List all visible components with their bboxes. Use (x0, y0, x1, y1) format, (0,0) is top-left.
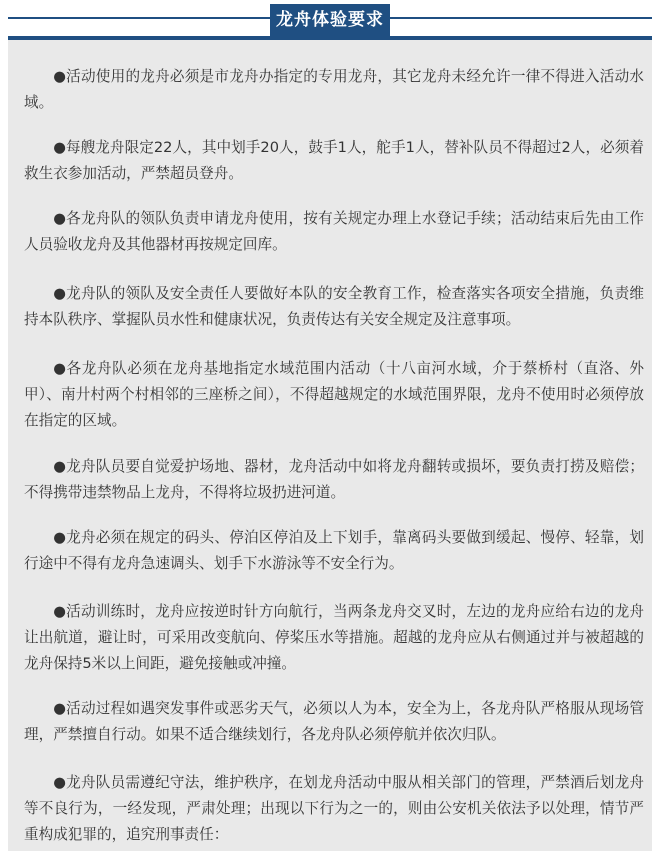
rule-paragraph: ●每艘龙舟限定22人，其中划手20人，鼓手1人，舵手1人，替补队员不得超过2人，必须着救生衣参加活动，严禁超员登舟。 (24, 139, 644, 182)
rule-paragraph: ●各龙舟队必须在龙舟基地指定水域范围内活动（十八亩河水域，介于蔡桥村（直洛、外甲）、南廾村两个村相邻的三座桥之间），不得超越规定的水域范围界限，龙舟不使用时必须停放在指定的区域。 (24, 360, 644, 429)
section-header (0, 0, 660, 40)
rule-paragraph: ●活动使用的龙舟必须是市龙舟办指定的专用龙舟，其它龙舟未经允许一律不得进入活动水域。 (24, 68, 644, 111)
rule-paragraph: ●龙舟队员需遵纪守法，维护秩序，在划龙舟活动中服从相关部门的管理，严禁酒后划龙舟等不良行为，一经发现，严肃处理；出现以下行为之一的，则由公安机关依法予以处理，情节严重构成犯罪的，追究刑事责任： (24, 774, 644, 843)
header-rule-right (390, 17, 652, 19)
rule-paragraph: ●活动过程如遇突发事件或恶劣天气，必须以人为本，安全为上，各龙舟队严格服从现场管理，严禁擅自行动。如果不适合继续划行，各龙舟队必须停航并依次归队。 (24, 700, 644, 743)
rule-paragraph: ●龙舟队的领队及安全责任人要做好本队的安全教育工作，检查落实各项安全措施，负责维持本队秩序、掌握队员水性和健康状况，负责传达有关安全规定及注意事项。 (24, 285, 644, 328)
section-title: 龙舟体验要求 (270, 4, 390, 36)
rule-paragraph: ●龙舟队员要自觉爱护场地、器材，龙舟活动中如将龙舟翻转或损坏，要负责打捞及赔偿；不得携带违禁物品上龙舟，不得将垃圾扔进河道。 (24, 458, 644, 501)
content-panel (8, 40, 652, 851)
rule-paragraph: ●各龙舟队的领队负责申请龙舟使用，按有关规定办理上水登记手续；活动结束后先由工作人员验收龙舟及其他器材再按规定回库。 (24, 210, 644, 253)
header-rule-left (8, 17, 270, 19)
rule-paragraph: ●活动训练时，龙舟应按逆时针方向航行，当两条龙舟交叉时，左边的龙舟应给右边的龙舟让出航道，避让时，可采用改变航向、停桨压水等措施。超越的龙舟应从右侧通过并与被超越的龙舟保持5米以上间距，避免接触或冲撞。 (24, 603, 644, 672)
rule-paragraph: ●龙舟必须在规定的码头、停泊区停泊及上下划手，靠离码头要做到缓起、慢停、轻靠，划行途中不得有龙舟急速调头、划手下水游泳等不安全行为。 (24, 529, 644, 572)
